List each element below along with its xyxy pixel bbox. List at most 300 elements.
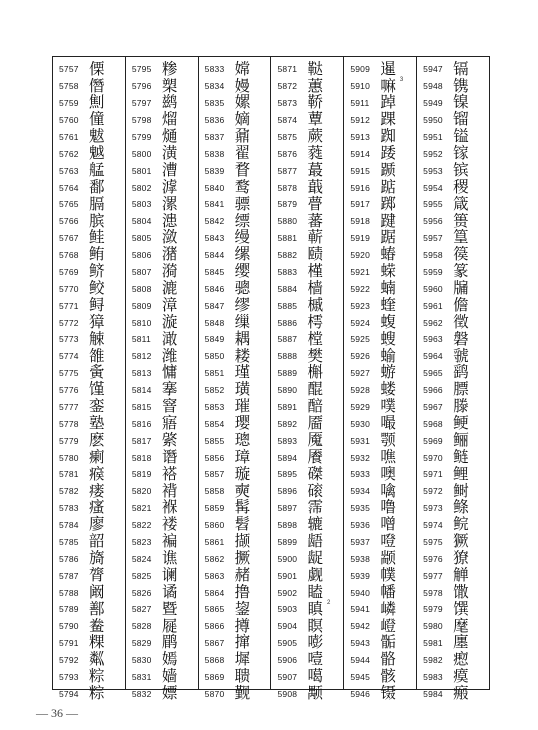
table-row bbox=[132, 652, 198, 669]
character-glyph: 蝻 bbox=[380, 279, 396, 298]
character-number: 5804 bbox=[131, 216, 152, 227]
character-number: 5901 bbox=[277, 570, 298, 581]
character-number: 5783 bbox=[59, 503, 79, 514]
character-number: 5939 bbox=[350, 570, 371, 581]
character-glyph: 鲤 bbox=[453, 464, 469, 483]
table-row bbox=[423, 78, 489, 95]
character-glyph: 醌 bbox=[307, 380, 323, 399]
character-number: 5818 bbox=[131, 452, 152, 463]
table-row bbox=[423, 280, 489, 297]
character-glyph: 寤 bbox=[161, 414, 178, 433]
character-glyph: 镒 bbox=[453, 127, 469, 146]
character-glyph: 噎 bbox=[307, 650, 323, 669]
table-row bbox=[205, 652, 271, 669]
table-column bbox=[344, 57, 417, 703]
character-glyph: 褓 bbox=[161, 498, 178, 517]
table-row bbox=[205, 685, 271, 702]
character-glyph: 骼 bbox=[380, 650, 396, 669]
table-row bbox=[205, 145, 271, 162]
table-row bbox=[423, 415, 489, 432]
character-glyph: 廛 bbox=[453, 633, 469, 652]
table-row bbox=[350, 331, 416, 348]
character-glyph: 鲑 bbox=[89, 228, 105, 247]
table-row bbox=[277, 247, 343, 264]
character-glyph: 蝽 bbox=[380, 245, 396, 264]
character-glyph: 鹜 bbox=[234, 177, 251, 196]
character-number: 5839 bbox=[204, 165, 225, 176]
character-number: 5908 bbox=[277, 688, 298, 699]
character-glyph: 嫡 bbox=[234, 110, 251, 129]
character-number: 5941 bbox=[350, 604, 371, 615]
character-number: 5881 bbox=[277, 233, 298, 244]
table-row bbox=[132, 483, 198, 500]
table-row bbox=[277, 78, 343, 95]
character-glyph: 儋 bbox=[453, 295, 469, 314]
character-glyph: 缧 bbox=[234, 245, 251, 264]
table-row bbox=[277, 517, 343, 534]
table-row bbox=[277, 415, 343, 432]
character-glyph: 醅 bbox=[307, 397, 323, 416]
character-number: 5961 bbox=[423, 300, 443, 311]
character-glyph: 樘 bbox=[307, 329, 323, 348]
table-row bbox=[132, 196, 198, 213]
character-number: 5802 bbox=[131, 182, 152, 193]
character-glyph: 滹 bbox=[161, 177, 178, 196]
character-number: 5867 bbox=[204, 638, 225, 649]
character-glyph: 嫦 bbox=[234, 59, 251, 78]
character-number: 5984 bbox=[423, 688, 443, 699]
character-glyph: 靥 bbox=[307, 414, 323, 433]
character-glyph: 璀 bbox=[234, 397, 251, 416]
character-number: 5920 bbox=[350, 250, 371, 261]
table-row bbox=[423, 635, 489, 652]
character-glyph: 踒 bbox=[380, 144, 396, 163]
character-glyph: 磐 bbox=[453, 329, 469, 348]
table-row bbox=[277, 652, 343, 669]
table-row bbox=[277, 567, 343, 584]
character-glyph: 鞑 bbox=[307, 59, 323, 78]
character-number: 5933 bbox=[350, 469, 371, 480]
table-row bbox=[59, 230, 125, 247]
character-number: 5981 bbox=[423, 638, 443, 649]
table-row bbox=[350, 145, 416, 162]
character-glyph: 撷 bbox=[234, 532, 251, 551]
character-glyph: 瘘 bbox=[89, 481, 105, 500]
character-glyph: 糁 bbox=[161, 59, 178, 78]
character-number: 5958 bbox=[423, 250, 443, 261]
character-number: 5973 bbox=[423, 503, 443, 514]
character-number: 5862 bbox=[204, 553, 225, 564]
table-row bbox=[350, 382, 416, 399]
table-row bbox=[423, 399, 489, 416]
character-glyph: 耧 bbox=[234, 346, 251, 365]
character-glyph: 撺 bbox=[234, 633, 251, 652]
character-glyph: 缫 bbox=[234, 312, 251, 331]
table-row bbox=[205, 280, 271, 297]
character-glyph: 虢 bbox=[453, 346, 469, 365]
table-row bbox=[59, 145, 125, 162]
character-glyph: 箴 bbox=[453, 194, 469, 213]
table-row bbox=[59, 618, 125, 635]
character-glyph: 褛 bbox=[161, 515, 178, 534]
character-glyph: 嘛 bbox=[380, 76, 396, 95]
character-glyph: 蝰 bbox=[380, 295, 396, 314]
character-glyph: 噶 bbox=[307, 667, 323, 686]
table-row bbox=[350, 449, 416, 466]
character-number: 5970 bbox=[423, 452, 443, 463]
table-row bbox=[59, 483, 125, 500]
character-glyph: 魇 bbox=[307, 430, 323, 449]
character-number: 5899 bbox=[277, 536, 298, 547]
character-glyph: 噢 bbox=[380, 464, 396, 483]
character-glyph: 骠 bbox=[234, 194, 251, 213]
table-row bbox=[350, 365, 416, 382]
character-number: 5773 bbox=[59, 334, 79, 345]
character-number: 5785 bbox=[59, 536, 79, 547]
character-number: 5925 bbox=[350, 334, 371, 345]
character-glyph: 搴 bbox=[161, 380, 178, 399]
table-row bbox=[423, 618, 489, 635]
character-number: 5900 bbox=[277, 553, 298, 564]
table-row bbox=[132, 669, 198, 686]
character-glyph: 僮 bbox=[89, 110, 105, 129]
table-column bbox=[53, 57, 126, 703]
character-glyph: 鞒 bbox=[307, 93, 323, 112]
character-number: 5808 bbox=[131, 283, 152, 294]
table-row bbox=[423, 264, 489, 281]
character-glyph: 槿 bbox=[307, 262, 323, 281]
character-number: 5805 bbox=[131, 233, 152, 244]
character-glyph: 潴 bbox=[161, 245, 178, 264]
character-glyph: 璇 bbox=[234, 464, 251, 483]
character-number: 5855 bbox=[204, 435, 225, 446]
table-row bbox=[205, 230, 271, 247]
character-glyph: 旖 bbox=[89, 549, 105, 568]
character-number: 5790 bbox=[59, 621, 79, 632]
character-glyph: 暨 bbox=[161, 599, 178, 618]
character-glyph: 骢 bbox=[234, 279, 251, 298]
table-row bbox=[423, 432, 489, 449]
character-number: 5968 bbox=[423, 418, 443, 429]
character-glyph: 瘊 bbox=[89, 464, 105, 483]
table-row bbox=[205, 618, 271, 635]
table-row bbox=[277, 95, 343, 112]
character-number: 5871 bbox=[277, 64, 298, 75]
character-number: 5816 bbox=[131, 418, 152, 429]
table-row bbox=[423, 567, 489, 584]
character-number: 5861 bbox=[204, 536, 225, 547]
table-row bbox=[277, 297, 343, 314]
character-number: 5854 bbox=[204, 418, 225, 429]
character-number: 5843 bbox=[204, 233, 225, 244]
table-row bbox=[277, 196, 343, 213]
character-glyph: 撙 bbox=[234, 616, 251, 635]
character-glyph: 褡 bbox=[161, 464, 178, 483]
character-glyph: 鼐 bbox=[234, 127, 251, 146]
character-number: 5829 bbox=[131, 638, 152, 649]
character-glyph: 龊 bbox=[307, 549, 323, 568]
table-row bbox=[59, 162, 125, 179]
character-number: 5806 bbox=[131, 250, 152, 261]
character-number: 5775 bbox=[59, 368, 79, 379]
table-row bbox=[59, 685, 125, 702]
footnote-marker: 3 bbox=[399, 77, 404, 84]
table-row bbox=[205, 264, 271, 281]
table-row bbox=[277, 280, 343, 297]
character-number: 5834 bbox=[204, 81, 225, 92]
character-number: 5897 bbox=[277, 503, 298, 514]
character-number: 5919 bbox=[350, 233, 371, 244]
table-row bbox=[132, 449, 198, 466]
table-row bbox=[59, 129, 125, 146]
character-number: 5822 bbox=[131, 520, 152, 531]
page-number: — 36 — bbox=[36, 706, 78, 720]
character-glyph: 漪 bbox=[161, 262, 178, 281]
character-number: 5921 bbox=[350, 266, 371, 277]
character-number: 5957 bbox=[423, 233, 443, 244]
table-row bbox=[132, 635, 198, 652]
table-row bbox=[205, 348, 271, 365]
table-row bbox=[132, 500, 198, 517]
character-number: 5896 bbox=[277, 486, 298, 497]
character-glyph: 雒 bbox=[89, 346, 105, 365]
character-number: 5935 bbox=[350, 503, 371, 514]
character-number: 5779 bbox=[59, 435, 79, 446]
character-number: 5875 bbox=[277, 131, 298, 142]
character-glyph: 粽 bbox=[89, 667, 105, 686]
table-row bbox=[59, 196, 125, 213]
character-glyph: 滕 bbox=[453, 397, 469, 416]
character-number: 5971 bbox=[423, 469, 443, 480]
table-row bbox=[132, 61, 198, 78]
character-number: 5876 bbox=[277, 148, 298, 159]
character-number: 5978 bbox=[423, 587, 443, 598]
character-number: 5890 bbox=[277, 385, 298, 396]
character-glyph: 膂 bbox=[89, 565, 105, 584]
table-row bbox=[205, 196, 271, 213]
character-number: 5863 bbox=[204, 570, 225, 581]
table-row bbox=[350, 618, 416, 635]
character-number: 5979 bbox=[423, 604, 443, 615]
table-row bbox=[132, 550, 198, 567]
table-row bbox=[350, 483, 416, 500]
table-row bbox=[423, 669, 489, 686]
character-glyph: 镌 bbox=[453, 76, 469, 95]
table-row bbox=[423, 534, 489, 551]
character-glyph: 鲔 bbox=[89, 245, 105, 264]
character-glyph: 谯 bbox=[161, 549, 178, 568]
character-glyph: 魆 bbox=[89, 144, 105, 163]
table-row bbox=[59, 635, 125, 652]
character-number: 5778 bbox=[59, 418, 79, 429]
table-row bbox=[423, 331, 489, 348]
table-row bbox=[350, 685, 416, 702]
table-row bbox=[350, 635, 416, 652]
table-row bbox=[423, 162, 489, 179]
character-glyph: 踝 bbox=[380, 110, 396, 129]
character-glyph: 鲦 bbox=[453, 498, 469, 517]
table-row bbox=[350, 297, 416, 314]
character-number: 5835 bbox=[204, 98, 225, 109]
character-glyph: 噍 bbox=[380, 447, 396, 466]
table-row bbox=[350, 280, 416, 297]
character-number: 5945 bbox=[350, 671, 371, 682]
character-glyph: 蕺 bbox=[307, 177, 323, 196]
character-number: 5943 bbox=[350, 638, 371, 649]
character-glyph: 聩 bbox=[234, 667, 251, 686]
table-row bbox=[350, 112, 416, 129]
character-number: 5846 bbox=[204, 283, 225, 294]
character-glyph: 踯 bbox=[380, 194, 396, 213]
character-glyph: 赜 bbox=[307, 245, 323, 264]
character-glyph: 幡 bbox=[380, 582, 396, 601]
character-number: 5956 bbox=[423, 216, 443, 227]
table-row bbox=[205, 297, 271, 314]
character-glyph: 漶 bbox=[161, 211, 178, 230]
character-number: 5948 bbox=[423, 81, 443, 92]
character-glyph: 潢 bbox=[161, 144, 178, 163]
character-number: 5947 bbox=[423, 64, 443, 75]
character-glyph: 獐 bbox=[89, 312, 105, 331]
table-row bbox=[350, 348, 416, 365]
character-number: 5924 bbox=[350, 317, 371, 328]
character-glyph: 觑 bbox=[307, 565, 323, 584]
character-glyph: 磙 bbox=[307, 481, 323, 500]
character-number: 5849 bbox=[204, 334, 225, 345]
table-row bbox=[205, 382, 271, 399]
character-number: 5865 bbox=[204, 604, 225, 615]
character-number: 5888 bbox=[277, 351, 298, 362]
character-glyph: 塾 bbox=[89, 414, 105, 433]
character-number: 5902 bbox=[277, 587, 298, 598]
table-row bbox=[423, 247, 489, 264]
table-row bbox=[423, 550, 489, 567]
table-row bbox=[132, 314, 198, 331]
character-glyph: 镓 bbox=[453, 144, 469, 163]
character-number: 5824 bbox=[131, 553, 152, 564]
character-number: 5905 bbox=[277, 638, 298, 649]
character-glyph: 鄯 bbox=[89, 599, 105, 618]
character-number: 5942 bbox=[350, 621, 371, 632]
character-glyph: 嫱 bbox=[161, 667, 178, 686]
character-number: 5852 bbox=[204, 385, 225, 396]
table-row bbox=[350, 584, 416, 601]
table-row bbox=[423, 179, 489, 196]
character-glyph: 嶙 bbox=[380, 599, 396, 618]
character-number: 5911 bbox=[350, 98, 370, 109]
character-glyph: 屣 bbox=[161, 616, 178, 635]
table-row bbox=[132, 112, 198, 129]
character-glyph: 缥 bbox=[234, 211, 251, 230]
character-glyph: 嫚 bbox=[234, 76, 251, 95]
character-number: 5915 bbox=[350, 165, 371, 176]
character-glyph: 篆 bbox=[453, 262, 469, 281]
character-number: 5926 bbox=[350, 351, 371, 362]
table-row bbox=[59, 348, 125, 365]
character-glyph: 觯 bbox=[453, 565, 469, 584]
character-glyph: 谰 bbox=[161, 565, 178, 584]
character-number: 5772 bbox=[59, 317, 79, 328]
table-row bbox=[205, 331, 271, 348]
character-number: 5965 bbox=[423, 368, 443, 379]
character-glyph: 骺 bbox=[380, 633, 396, 652]
character-number: 5894 bbox=[277, 452, 298, 463]
character-number: 5882 bbox=[277, 250, 298, 261]
character-number: 5797 bbox=[131, 98, 152, 109]
character-glyph: 慵 bbox=[161, 363, 178, 382]
table-row bbox=[277, 179, 343, 196]
character-number: 5851 bbox=[204, 368, 225, 379]
character-number: 5792 bbox=[59, 655, 79, 666]
character-number: 5757 bbox=[59, 64, 79, 75]
character-number: 5910 bbox=[350, 81, 371, 92]
table-row bbox=[132, 365, 198, 382]
character-glyph: 鲩 bbox=[453, 515, 469, 534]
character-glyph: 鲢 bbox=[453, 447, 469, 466]
character-glyph: 嫣 bbox=[161, 650, 178, 669]
table-row bbox=[423, 95, 489, 112]
character-glyph: 觫 bbox=[89, 329, 105, 348]
table-row bbox=[350, 517, 416, 534]
character-number: 5928 bbox=[350, 385, 371, 396]
character-number: 5800 bbox=[131, 148, 152, 159]
character-number: 5758 bbox=[59, 81, 79, 92]
character-number: 5927 bbox=[350, 368, 371, 379]
table-row bbox=[132, 382, 198, 399]
table-row bbox=[132, 230, 198, 247]
table-row bbox=[423, 213, 489, 230]
table-row bbox=[350, 314, 416, 331]
character-glyph: 瑾 bbox=[234, 363, 251, 382]
character-glyph: 蕞 bbox=[307, 160, 323, 179]
character-number: 5960 bbox=[423, 283, 443, 294]
table-row bbox=[132, 331, 198, 348]
character-glyph: 髫 bbox=[234, 515, 251, 534]
character-number: 5788 bbox=[59, 587, 79, 598]
table-row bbox=[132, 247, 198, 264]
table-row bbox=[350, 247, 416, 264]
table-row bbox=[59, 331, 125, 348]
character-number: 5827 bbox=[131, 604, 152, 615]
character-glyph: 膘 bbox=[453, 380, 469, 399]
character-glyph: 馑 bbox=[89, 380, 105, 399]
character-glyph: 镔 bbox=[453, 160, 469, 179]
table-row bbox=[132, 348, 198, 365]
table-row bbox=[132, 179, 198, 196]
table-row bbox=[205, 449, 271, 466]
character-glyph: 髯 bbox=[234, 498, 251, 517]
table-row bbox=[350, 601, 416, 618]
table-row bbox=[350, 500, 416, 517]
character-glyph: 蝾 bbox=[380, 262, 396, 281]
table-row bbox=[59, 534, 125, 551]
table-row bbox=[59, 584, 125, 601]
character-glyph: 銮 bbox=[89, 397, 105, 416]
table-row bbox=[423, 584, 489, 601]
character-glyph: 漉 bbox=[161, 279, 178, 298]
character-number: 5883 bbox=[277, 266, 298, 277]
character-glyph: 瞢 bbox=[307, 194, 323, 213]
character-number: 5848 bbox=[204, 317, 225, 328]
table-row bbox=[205, 466, 271, 483]
table-row bbox=[277, 635, 343, 652]
character-glyph: 鹛 bbox=[161, 633, 178, 652]
character-number: 5830 bbox=[131, 655, 152, 666]
character-glyph: 磔 bbox=[307, 464, 323, 483]
table-row bbox=[132, 95, 198, 112]
character-glyph: 牖 bbox=[453, 279, 469, 298]
character-number: 5836 bbox=[204, 115, 225, 126]
